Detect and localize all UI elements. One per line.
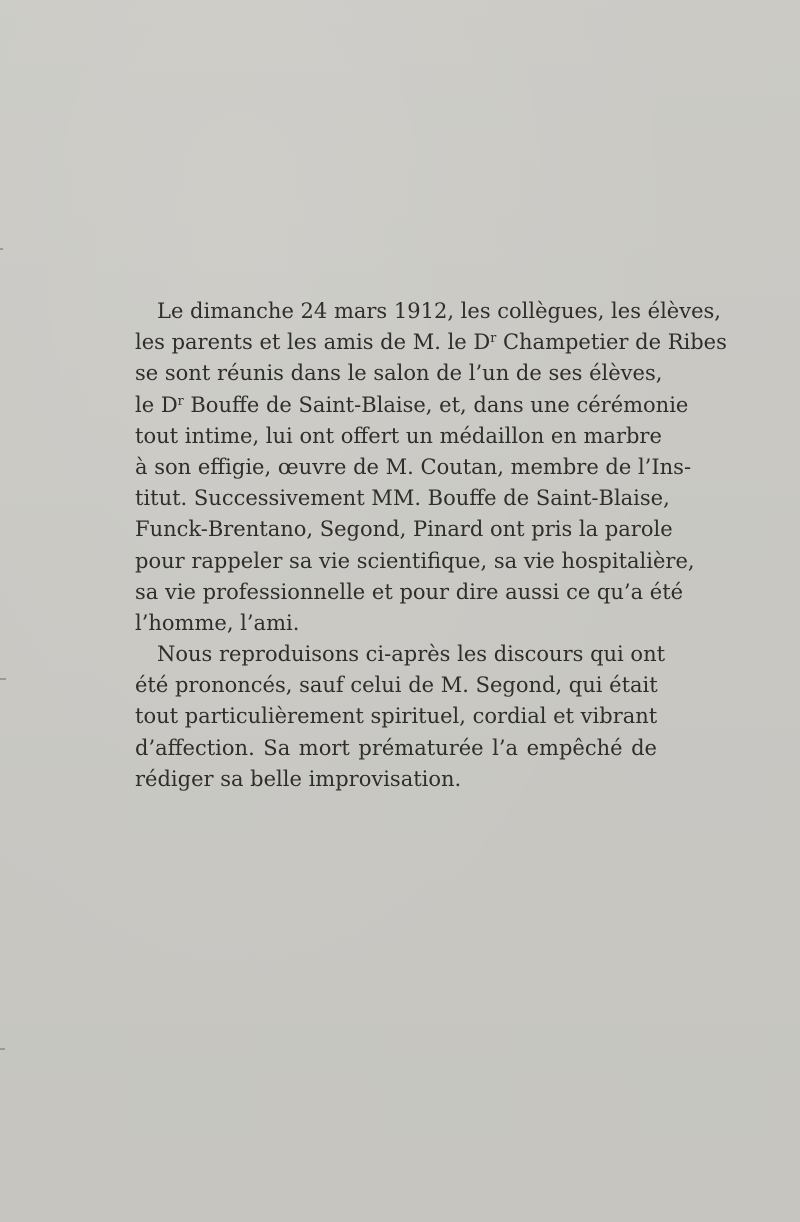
text-segment: Champetier de Ribes	[496, 330, 727, 355]
superscript: r	[177, 392, 184, 408]
text-line: été prononcés, sauf celui de M. Segond, qui était	[135, 673, 658, 698]
text-segment: les parents et les amis de M. le D	[135, 330, 491, 355]
text-line: tout intime, lui ont offert un médaillon en marbre	[135, 423, 662, 448]
text-line	[135, 327, 727, 358]
margin-mark	[0, 678, 6, 680]
text-line: Funck-Brentano, Segond, Pinard ont pris la parole	[135, 517, 673, 542]
body-text	[135, 296, 727, 795]
text-segment: le D	[135, 392, 178, 417]
text-line: sa vie professionnelle et pour dire aussi ce qu’a été	[135, 579, 684, 604]
text-line: l’homme, l’ami.	[135, 610, 300, 635]
text-line: d’affection. Sa mort prématurée l’a empêché de	[135, 735, 657, 760]
superscript: r	[490, 330, 497, 346]
text-line: titut. Successivement MM. Bouffe de Saint-Blaise,	[135, 486, 670, 511]
text-line: tout particulièrement spirituel, cordial et vibrant	[135, 704, 658, 729]
text-line: à son effigie, œuvre de M. Coutan, membre de l’Ins-	[135, 454, 692, 479]
text-line	[135, 390, 689, 421]
text-line: rédiger sa belle improvisation.	[135, 766, 462, 791]
text-line: Nous reproduisons ci-après les discours qui ont	[157, 642, 666, 667]
margin-mark	[0, 1048, 5, 1050]
text-segment: Bouffe de Saint-Blaise, et, dans une cérémonie	[183, 392, 689, 417]
text-line: pour rappeler sa vie scientifique, sa vie hospitalière,	[135, 548, 695, 573]
paragraph-2	[135, 639, 666, 795]
paragraph-1	[135, 296, 727, 639]
text-line: se sont réunis dans le salon de l’un de ses élèves,	[135, 361, 663, 386]
margin-mark	[0, 248, 3, 250]
text-line: Le dimanche 24 mars 1912, les collègues, les élèves,	[157, 299, 721, 323]
